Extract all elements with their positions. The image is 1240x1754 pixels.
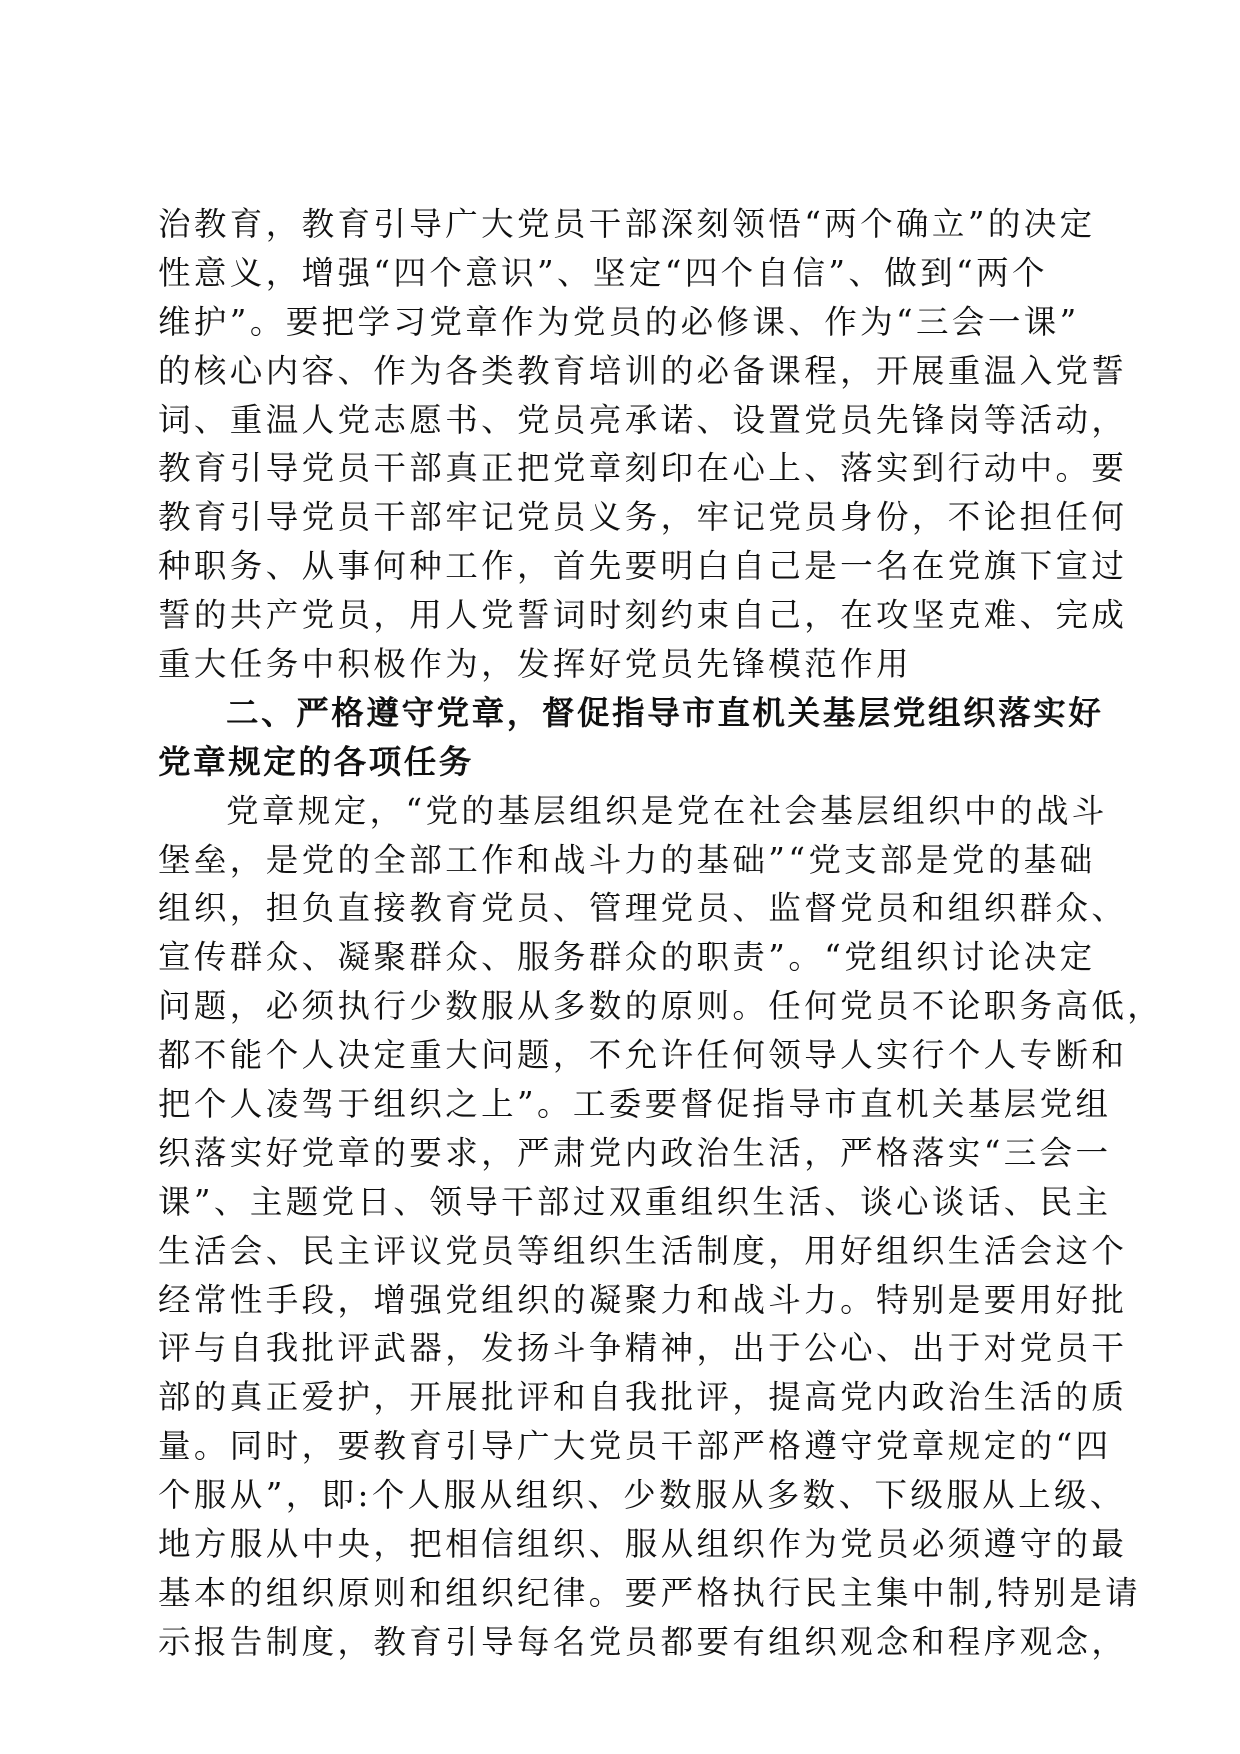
text-line: 性意义，增强“四个意识”、坚定“四个自信”、做到“两个 [158, 253, 1048, 292]
text-line: 织落实好党章的要求，严肃党内政治生活，严格落实“三会一 [158, 1133, 1112, 1172]
text-line: 地方服从中央，把相信组织、服从组织作为党员必须遵守的最 [158, 1525, 1128, 1564]
body-paragraph [158, 200, 1128, 689]
body-paragraph [158, 787, 1164, 1667]
text-line: 堡垒，是党的全部工作和战斗力的基础”“党支部是党的基础 [158, 840, 1096, 879]
text-line: 教育引导党员干部牢记党员义务，牢记党员身份，不论担任何 [158, 498, 1128, 537]
text-line: 词、重温人党志愿书、党员亮承诺、设置党员先锋岗等活动， [158, 400, 1128, 439]
heading-line: 二、严格遵守党章，督促指导市直机关基层党组织落实好 [226, 693, 1104, 732]
text-line: 个服从”，即:个人服从组织、少数服从多数、下级服从上级、 [158, 1476, 1126, 1515]
text-line: 的核心内容、作为各类教育培训的必备课程，开展重温入党誓 [158, 351, 1128, 390]
text-line: 教育引导党员干部真正把党章刻印在心上、落实到行动中。要 [158, 449, 1128, 488]
text-line: 誓的共产党员，用人党誓词时刻约束自己，在攻坚克难、完成 [158, 596, 1128, 635]
text-line: 示报告制度，教育引导每名党员都要有组织观念和程序观念， [158, 1622, 1128, 1661]
text-line: 宣传群众、凝聚群众、服务群众的职责”。“党组织讨论决定 [158, 938, 1096, 977]
text-line: 重大任务中积极作为，发挥好党员先锋模范作用 [158, 645, 912, 684]
text-line: 都不能个人决定重大问题，不允许任何领导人实行个人专断和 [158, 1036, 1128, 1075]
text-line: 种职务、从事何种工作，首先要明白自己是一名在党旗下宣过 [158, 547, 1128, 586]
text-line: 经常性手段，增强党组织的凝聚力和战斗力。特别是要用好批 [158, 1280, 1128, 1319]
text-line: 量。同时，要教育引导广大党员干部严格遵守党章规定的“四 [158, 1427, 1112, 1466]
text-line: 把个人凌驾于组织之上”。工委要督促指导市直机关基层党组 [158, 1085, 1112, 1124]
text-line: 治教育，教育引导广大党员干部深刻领悟“两个确立”的决定 [158, 205, 1096, 243]
text-line: 评与自我批评武器，发扬斗争精神，出于公心、出于对党员干 [158, 1329, 1128, 1368]
text-line: 问题，必须执行少数服从多数的原则。任何党员不论职务高低， [158, 987, 1164, 1026]
document-body [158, 200, 1164, 1667]
text-line: 基本的组织原则和组织纪律。要严格执行民主集中制,特别是请 [158, 1573, 1142, 1612]
text-line: 部的真正爱护，开展批评和自我批评，提高党内政治生活的质 [158, 1378, 1128, 1417]
text-line: 课”、主题党日、领导干部过双重组织生活、谈心谈话、民主 [158, 1182, 1112, 1221]
text-line: 维护”。要把学习党章作为党员的必修课、作为“三会一课” [158, 302, 1080, 341]
text-line: 生活会、民主评议党员等组织生活制度，用好组织生活会这个 [158, 1231, 1128, 1270]
heading-line: 党章规定的各项任务 [158, 742, 474, 781]
text-line: 组织，担负直接教育党员、管理党员、监督党员和组织群众、 [158, 889, 1128, 928]
section-heading [158, 689, 1104, 787]
text-line: 党章规定，“党的基层组织是党在社会基层组织中的战斗 [226, 791, 1108, 830]
